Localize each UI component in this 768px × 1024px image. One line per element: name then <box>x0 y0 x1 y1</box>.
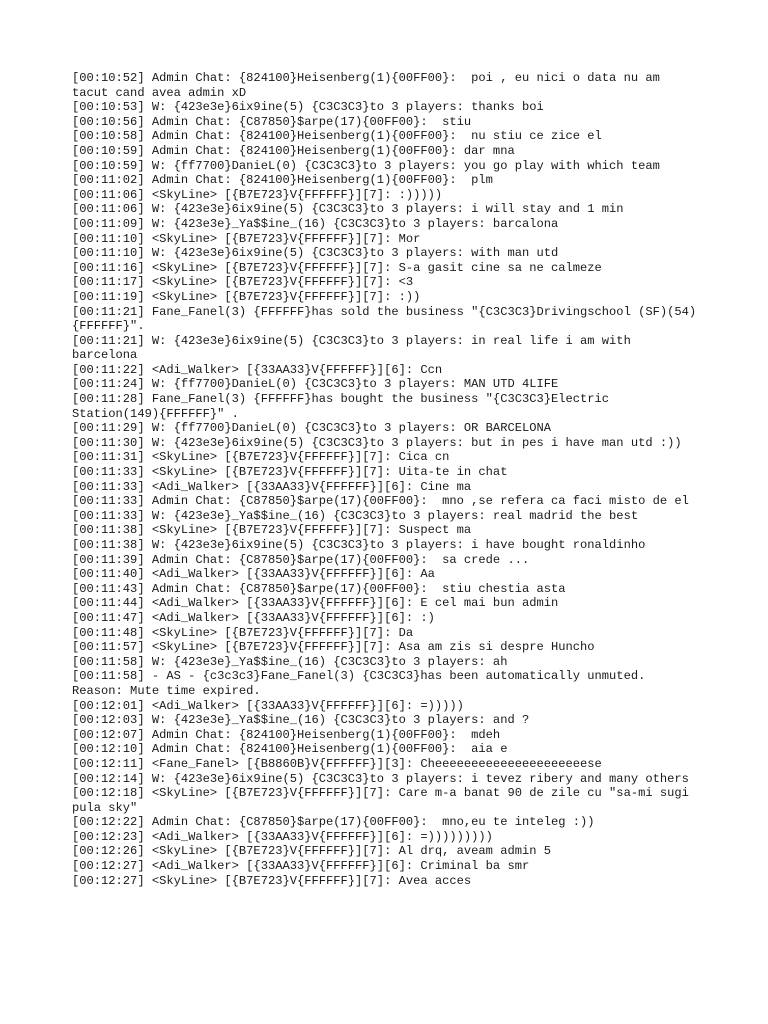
chat-log-line: [00:11:44] <Adi_Walker> [{33AA33}V{FFFFFF}][6]: E cel mai bun admin <box>72 596 559 611</box>
chat-log-line: [00:11:58] W: {423e3e}_Ya$$ine_(16) {C3C3C3}to 3 players: ah <box>72 654 508 669</box>
chat-log-line: [00:12:11] <Fane_Fanel> [{B8860B}V{FFFFFF}][3]: Cheeeeeeeeeeeeeeeeeeeeese <box>72 756 602 771</box>
chat-log-line: [00:11:06] W: {423e3e}6ix9ine(5) {C3C3C3}to 3 players: i will stay and 1 min <box>72 202 624 217</box>
chat-log-line: [00:11:31] <SkyLine> [{B7E723}V{FFFFFF}][7]: Cica cn <box>72 450 450 465</box>
chat-log-line: [00:11:09] W: {423e3e}_Ya$$ine_(16) {C3C3C3}to 3 players: barcalona <box>72 216 559 231</box>
chat-log-line: [00:11:57] <SkyLine> [{B7E723}V{FFFFFF}][7]: Asa am zis si despre Huncho <box>72 640 595 655</box>
chat-log-line: [00:11:58] - AS - {c3c3c3}Fane_Fanel(3) {C3C3C3}has been automatically unmuted. Reason: Mute time expired. <box>72 669 653 698</box>
chat-log-line: [00:11:33] Admin Chat: {C87850}$arpe(17){00FF00}: mno ,se refera ca faci misto de el <box>72 494 689 509</box>
chat-log-line: [00:12:23] <Adi_Walker> [{33AA33}V{FFFFFF}][6]: =))))))))) <box>72 829 493 844</box>
chat-log-line: [00:12:07] Admin Chat: {824100}Heisenberg(1){00FF00}: mdeh <box>72 727 501 742</box>
chat-log-line: [00:11:02] Admin Chat: {824100}Heisenberg(1){00FF00}: plm <box>72 173 493 188</box>
chat-log-line: [00:11:21] W: {423e3e}6ix9ine(5) {C3C3C3}to 3 players: in real life i am with barcelona <box>72 333 639 363</box>
chat-log-line: [00:10:59] Admin Chat: {824100}Heisenberg(1){00FF00}: dar mna <box>72 143 515 158</box>
chat-log-line: [00:12:27] <Adi_Walker> [{33AA33}V{FFFFFF}][6]: Criminal ba smr <box>72 859 530 874</box>
chat-log-line: [00:11:21] Fane_Fanel(3) {FFFFFF}has sold the business "{C3C3C3}Drivingschool (SF)(54){FFFFFF}". <box>72 304 697 334</box>
chat-log-line: [00:12:01] <Adi_Walker> [{33AA33}V{FFFFFF}][6]: =))))) <box>72 698 464 713</box>
chat-log-line: [00:10:53] W: {423e3e}6ix9ine(5) {C3C3C3}to 3 players: thanks boi <box>72 100 544 115</box>
chat-log-line: [00:10:58] Admin Chat: {824100}Heisenberg(1){00FF00}: nu stiu ce zice el <box>72 129 602 144</box>
chat-log-line: [00:11:16] <SkyLine> [{B7E723}V{FFFFFF}][7]: S-a gasit cine sa ne calmeze <box>72 260 602 275</box>
chat-log-document <box>72 71 698 888</box>
chat-log-line: [00:11:47] <Adi_Walker> [{33AA33}V{FFFFFF}][6]: :) <box>72 610 435 625</box>
chat-log-line: [00:11:29] W: {ff7700}DanieL(0) {C3C3C3}to 3 players: OR BARCELONA <box>72 421 551 436</box>
chat-log-line: [00:11:06] <SkyLine> [{B7E723}V{FFFFFF}][7]: :))))) <box>72 187 443 202</box>
chat-log-line: [00:10:59] W: {ff7700}DanieL(0) {C3C3C3}to 3 players: you go play with which team <box>72 158 660 173</box>
chat-log-line: [00:11:10] W: {423e3e}6ix9ine(5) {C3C3C3}to 3 players: with man utd <box>72 246 559 261</box>
chat-log-line: [00:12:22] Admin Chat: {C87850}$arpe(17){00FF00}: mno,eu te inteleg :)) <box>72 815 595 830</box>
chat-log-line: [00:11:30] W: {423e3e}6ix9ine(5) {C3C3C3}to 3 players: but in pes i have man utd :)) <box>72 435 682 450</box>
chat-log-line: [00:12:18] <SkyLine> [{B7E723}V{FFFFFF}][7]: Care m-a banat 90 de zile cu "sa-mi sugi pula sky" <box>72 786 697 815</box>
chat-log-line: [00:11:17] <SkyLine> [{B7E723}V{FFFFFF}][7]: <3 <box>72 275 414 290</box>
chat-log-line: [00:11:39] Admin Chat: {C87850}$arpe(17){00FF00}: sa crede ... <box>72 552 530 567</box>
chat-log-line: [00:12:10] Admin Chat: {824100}Heisenberg(1){00FF00}: aia e <box>72 742 508 757</box>
chat-log-line: [00:12:27] <SkyLine> [{B7E723}V{FFFFFF}][7]: Avea acces <box>72 873 472 888</box>
chat-log-line: [00:11:33] <Adi_Walker> [{33AA33}V{FFFFFF}][6]: Cine ma <box>72 479 472 494</box>
chat-log-line: [00:10:52] Admin Chat: {824100}Heisenberg(1){00FF00}: poi , eu nici o data nu am tacut cand avea admin xD <box>72 71 668 100</box>
chat-log-line: [00:11:28] Fane_Fanel(3) {FFFFFF}has bought the business "{C3C3C3}Electric Station(149){FFFFFF}" . <box>72 392 617 421</box>
chat-log-line: [00:11:33] W: {423e3e}_Ya$$ine_(16) {C3C3C3}to 3 players: real madrid the best <box>72 508 639 523</box>
chat-log-line: [00:11:19] <SkyLine> [{B7E723}V{FFFFFF}][7]: :)) <box>72 289 421 304</box>
chat-log-line: [00:12:03] W: {423e3e}_Ya$$ine_(16) {C3C3C3}to 3 players: and ? <box>72 713 530 728</box>
chat-log-line: [00:11:38] <SkyLine> [{B7E723}V{FFFFFF}][7]: Suspect ma <box>72 523 472 538</box>
chat-log-line: [00:11:43] Admin Chat: {C87850}$arpe(17){00FF00}: stiu chestia asta <box>72 581 566 596</box>
chat-log-line: [00:11:24] W: {ff7700}DanieL(0) {C3C3C3}to 3 players: MAN UTD 4LIFE <box>72 377 559 392</box>
chat-log-line: [00:12:26] <SkyLine> [{B7E723}V{FFFFFF}][7]: Al drq, aveam admin 5 <box>72 844 551 859</box>
chat-log-line: [00:10:56] Admin Chat: {C87850}$arpe(17){00FF00}: stiu <box>72 114 472 129</box>
chat-log-line: [00:11:38] W: {423e3e}6ix9ine(5) {C3C3C3}to 3 players: i have bought ronaldinho <box>72 538 646 552</box>
chat-log-line: [00:11:33] <SkyLine> [{B7E723}V{FFFFFF}][7]: Uita-te in chat <box>72 465 508 480</box>
chat-log-line: [00:11:22] <Adi_Walker> [{33AA33}V{FFFFFF}][6]: Ccn <box>72 362 443 377</box>
chat-log-line: [00:11:40] <Adi_Walker> [{33AA33}V{FFFFFF}][6]: Aa <box>72 567 435 582</box>
chat-log-line: [00:11:48] <SkyLine> [{B7E723}V{FFFFFF}][7]: Da <box>72 625 414 640</box>
chat-log-line: [00:12:14] W: {423e3e}6ix9ine(5) {C3C3C3}to 3 players: i tevez ribery and many others <box>72 771 689 786</box>
chat-log-line: [00:11:10] <SkyLine> [{B7E723}V{FFFFFF}][7]: Mor <box>72 231 421 246</box>
